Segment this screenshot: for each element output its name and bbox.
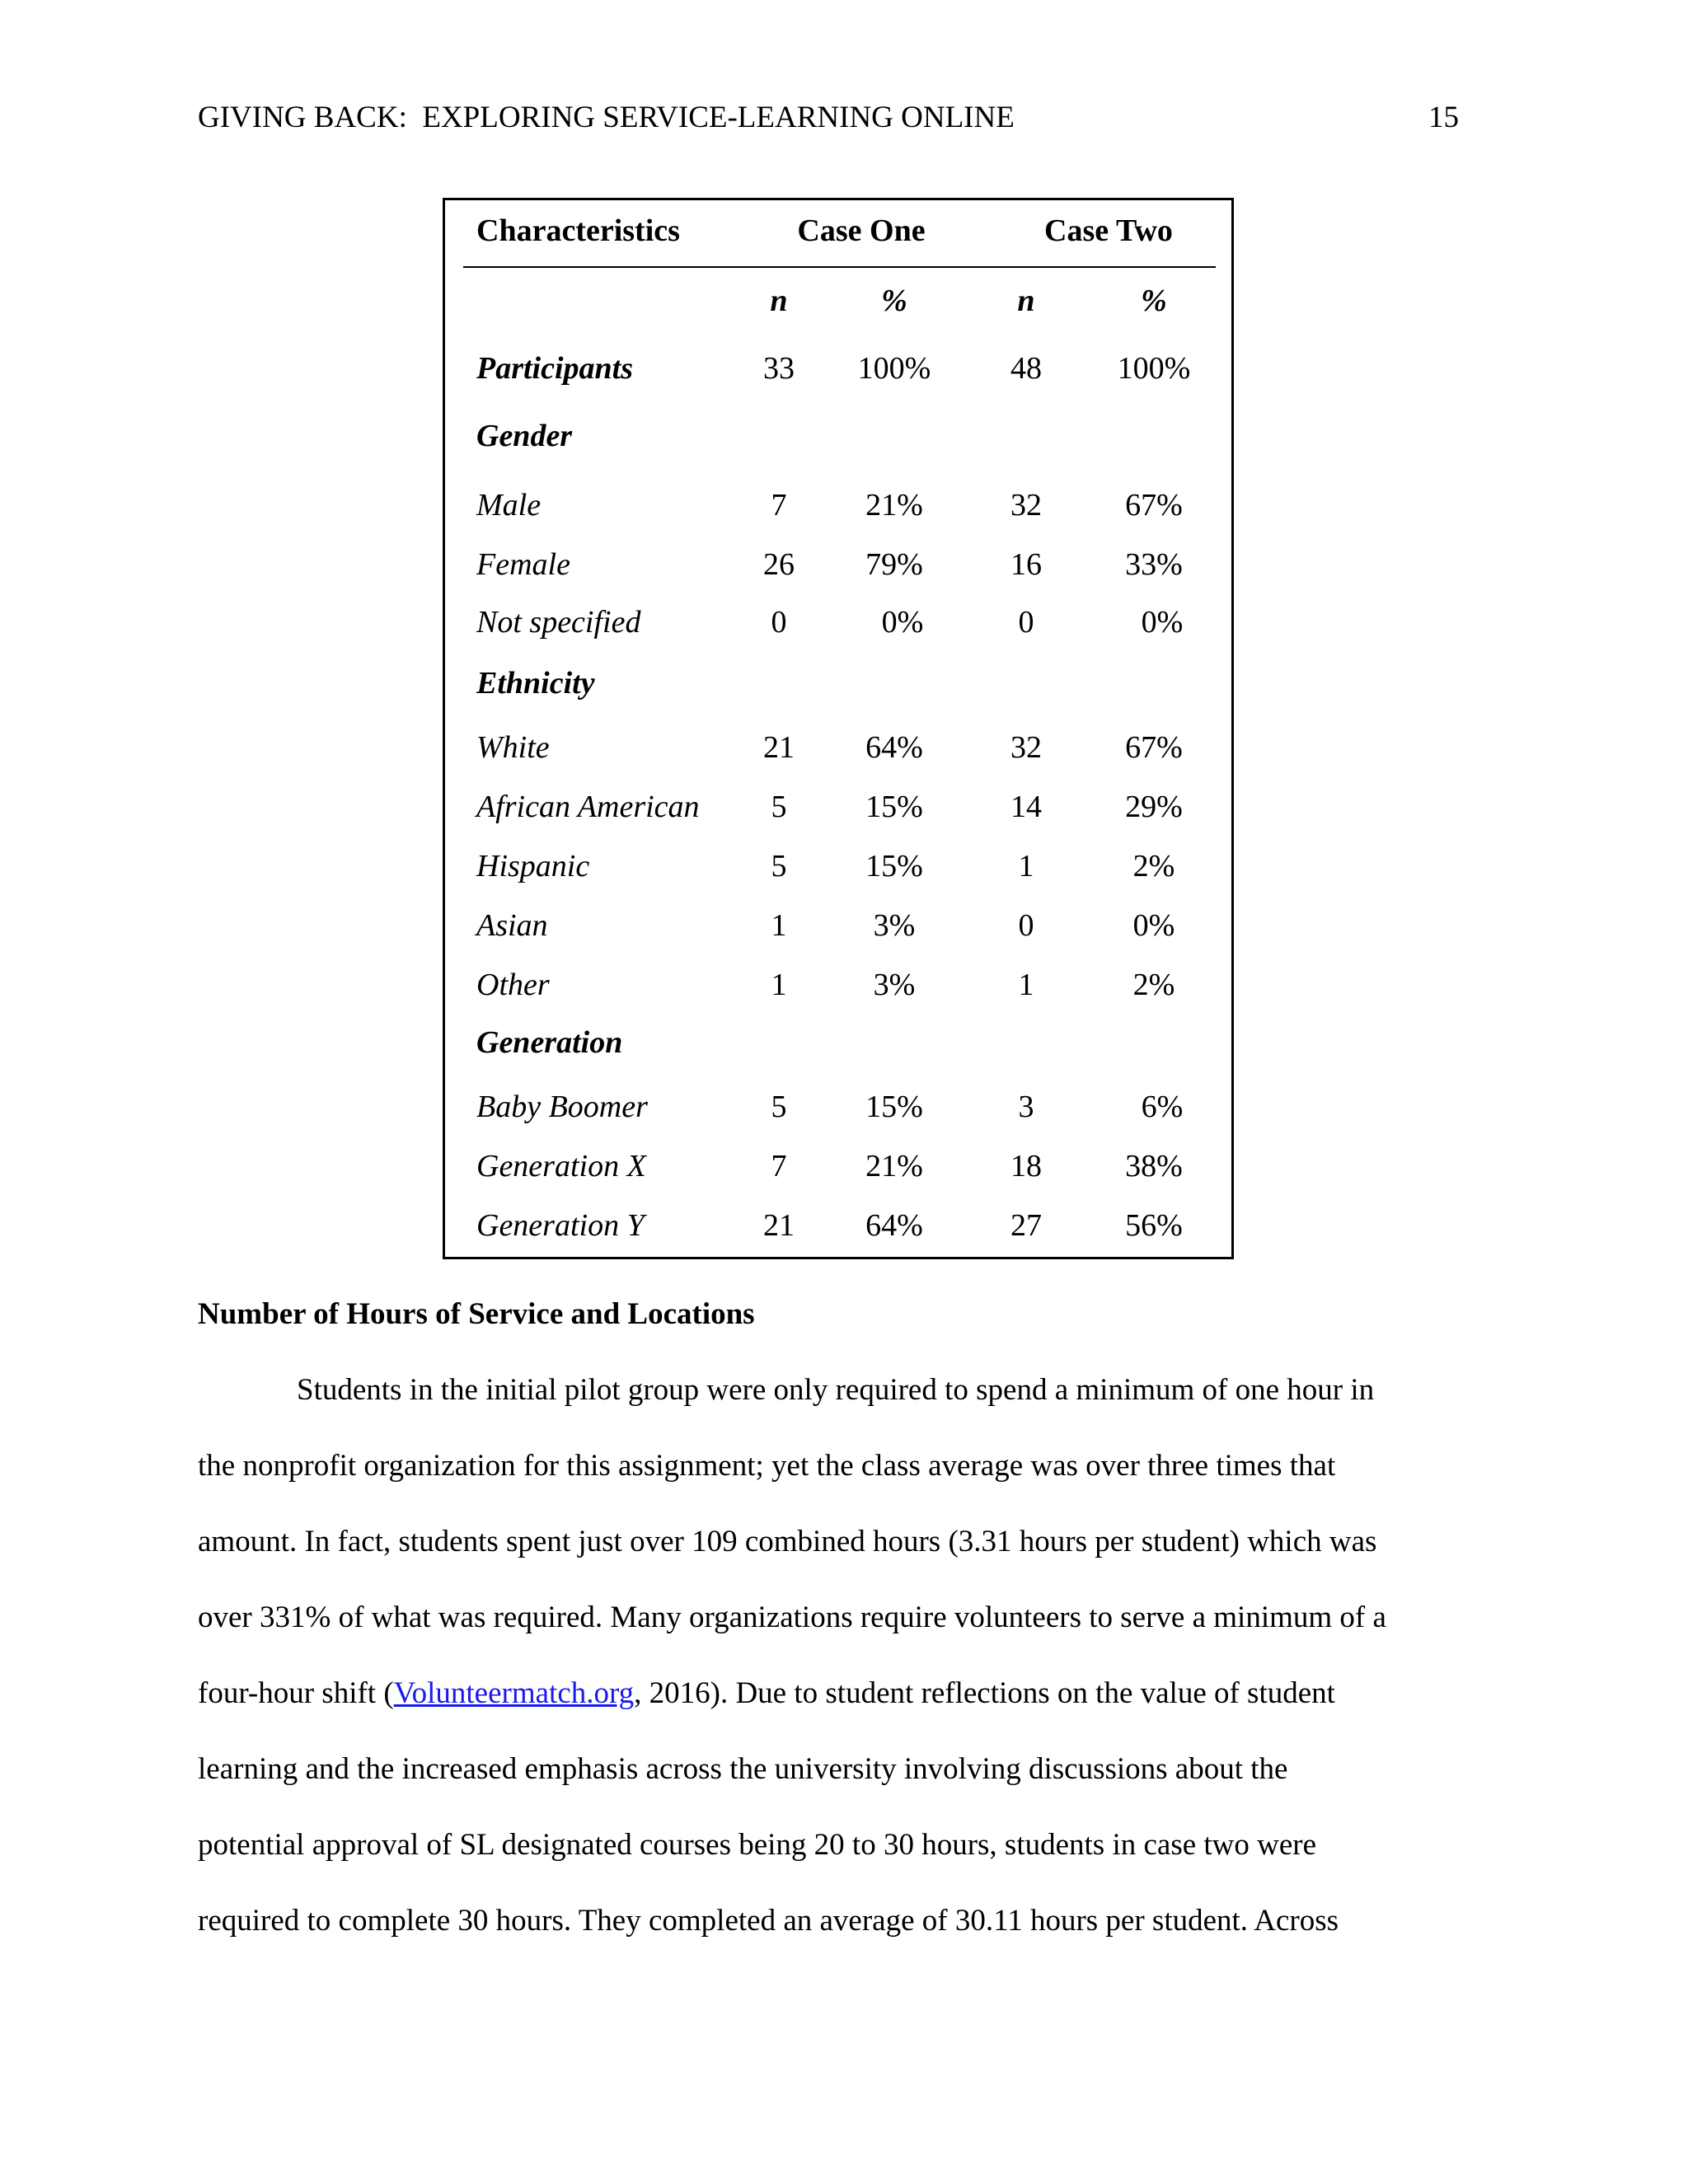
participants-n-case-two: 48 bbox=[1010, 351, 1042, 386]
subheader-pct-case-two: % bbox=[1141, 284, 1167, 318]
row-pct-case-one: 64% bbox=[865, 730, 923, 765]
row-pct-case-two: 0% bbox=[1132, 908, 1175, 943]
paragraph-line: the nonprofit organization for this assignment; yet the class average was over three times that bbox=[198, 1449, 1336, 1483]
row-label: Female bbox=[476, 547, 570, 582]
row-pct-case-one: 21% bbox=[865, 488, 923, 523]
row-n-case-one: 1 bbox=[771, 968, 787, 1002]
row-pct-case-one: 21% bbox=[865, 1149, 923, 1183]
subheader-pct-case-one: % bbox=[881, 284, 907, 318]
row-n-case-one: 7 bbox=[771, 488, 787, 523]
row-label: African American bbox=[476, 790, 700, 824]
header-case-two: Case Two bbox=[1044, 213, 1173, 248]
row-n-case-one: 5 bbox=[771, 1090, 787, 1124]
row-pct-case-one: 0% bbox=[881, 605, 924, 640]
row-n-case-two: 14 bbox=[1010, 790, 1042, 824]
row-n-case-two: 18 bbox=[1010, 1149, 1042, 1183]
row-pct-case-two: 2% bbox=[1132, 968, 1175, 1002]
row-label: Not specified bbox=[476, 605, 641, 640]
row-n-case-one: 26 bbox=[763, 547, 795, 582]
row-label: White bbox=[476, 730, 550, 765]
gender-label: Gender bbox=[476, 419, 573, 453]
row-pct-case-two: 0% bbox=[1141, 605, 1184, 640]
row-pct-case-one: 15% bbox=[865, 790, 923, 824]
demographics-table bbox=[443, 198, 1234, 1259]
paragraph-line: over 331% of what was required. Many organizations require volunteers to serve a minimum of a bbox=[198, 1601, 1386, 1634]
subheader-n-case-two: n bbox=[1017, 284, 1035, 318]
row-n-case-one: 21 bbox=[763, 730, 795, 765]
row-n-case-one: 5 bbox=[771, 790, 787, 824]
row-pct-case-one: 64% bbox=[865, 1208, 923, 1243]
paragraph-line: learning and the increased emphasis across the university involving discussions about the bbox=[198, 1752, 1288, 1786]
volunteermatch-link[interactable]: Volunteermatch.org bbox=[393, 1676, 635, 1710]
paragraph-line: amount. In fact, students spent just over 109 combined hours (3.31 hours per student) which was bbox=[198, 1525, 1377, 1558]
row-pct-case-one: 15% bbox=[865, 849, 923, 883]
row-n-case-two: 32 bbox=[1010, 488, 1042, 523]
row-label: Male bbox=[476, 488, 542, 523]
row-n-case-two: 27 bbox=[1010, 1208, 1042, 1243]
participants-label: Participants bbox=[476, 351, 634, 386]
generation-label: Generation bbox=[476, 1025, 623, 1060]
row-pct-case-one: 15% bbox=[865, 1090, 923, 1124]
row-pct-case-two: 67% bbox=[1125, 730, 1183, 765]
row-pct-case-two: 67% bbox=[1125, 488, 1183, 523]
row-pct-case-one: 3% bbox=[873, 968, 916, 1002]
section-heading: Number of Hours of Service and Locations bbox=[198, 1297, 755, 1331]
header-characteristics: Characteristics bbox=[476, 213, 680, 248]
row-pct-case-two: 56% bbox=[1125, 1208, 1183, 1243]
row-label: Baby Boomer bbox=[476, 1090, 648, 1124]
row-n-case-two: 1 bbox=[1018, 849, 1034, 883]
row-n-case-two: 3 bbox=[1018, 1090, 1034, 1124]
row-label: Generation X bbox=[476, 1149, 646, 1183]
row-n-case-two: 0 bbox=[1018, 605, 1034, 640]
row-label: Asian bbox=[476, 908, 548, 943]
row-pct-case-one: 3% bbox=[873, 908, 916, 943]
header-rule bbox=[463, 266, 1216, 268]
row-label: Generation Y bbox=[476, 1208, 645, 1243]
paragraph-line: Students in the initial pilot group were only required to spend a minimum of one hour in bbox=[297, 1373, 1375, 1407]
row-n-case-one: 5 bbox=[771, 849, 787, 883]
row-n-case-two: 0 bbox=[1018, 908, 1034, 943]
participants-pct-case-one: 100% bbox=[857, 351, 931, 386]
header-case-one: Case One bbox=[797, 213, 926, 248]
row-label: Hispanic bbox=[476, 849, 590, 883]
page-number: 15 bbox=[1428, 101, 1459, 134]
row-n-case-one: 1 bbox=[771, 908, 787, 943]
row-n-case-two: 32 bbox=[1010, 730, 1042, 765]
paragraph-line bbox=[198, 1673, 1335, 1714]
row-n-case-two: 16 bbox=[1010, 547, 1042, 582]
row-label: Other bbox=[476, 968, 550, 1002]
row-pct-case-two: 38% bbox=[1125, 1149, 1183, 1183]
row-n-case-one: 0 bbox=[771, 605, 787, 640]
row-pct-case-one: 79% bbox=[865, 547, 923, 582]
row-pct-case-two: 33% bbox=[1125, 547, 1183, 582]
participants-n-case-one: 33 bbox=[763, 351, 795, 386]
paragraph-line: potential approval of SL designated courses being 20 to 30 hours, students in case two were bbox=[198, 1828, 1317, 1862]
running-head-title: GIVING BACK: EXPLORING SERVICE-LEARNING ONLINE bbox=[198, 101, 1015, 134]
paragraph-text: , 2016). Due to student reflections on the value of student bbox=[634, 1676, 1335, 1710]
paragraph-line: required to complete 30 hours. They completed an average of 30.11 hours per student. Across bbox=[198, 1904, 1339, 1938]
running-head bbox=[198, 97, 1459, 138]
participants-pct-case-two: 100% bbox=[1117, 351, 1191, 386]
subheader-n-case-one: n bbox=[770, 284, 788, 318]
row-n-case-one: 7 bbox=[771, 1149, 787, 1183]
row-n-case-one: 21 bbox=[763, 1208, 795, 1243]
ethnicity-label: Ethnicity bbox=[476, 666, 595, 701]
row-pct-case-two: 2% bbox=[1132, 849, 1175, 883]
row-n-case-two: 1 bbox=[1018, 968, 1034, 1002]
paragraph-text: four-hour shift ( bbox=[198, 1676, 394, 1710]
row-pct-case-two: 6% bbox=[1141, 1090, 1184, 1124]
row-pct-case-two: 29% bbox=[1125, 790, 1183, 824]
